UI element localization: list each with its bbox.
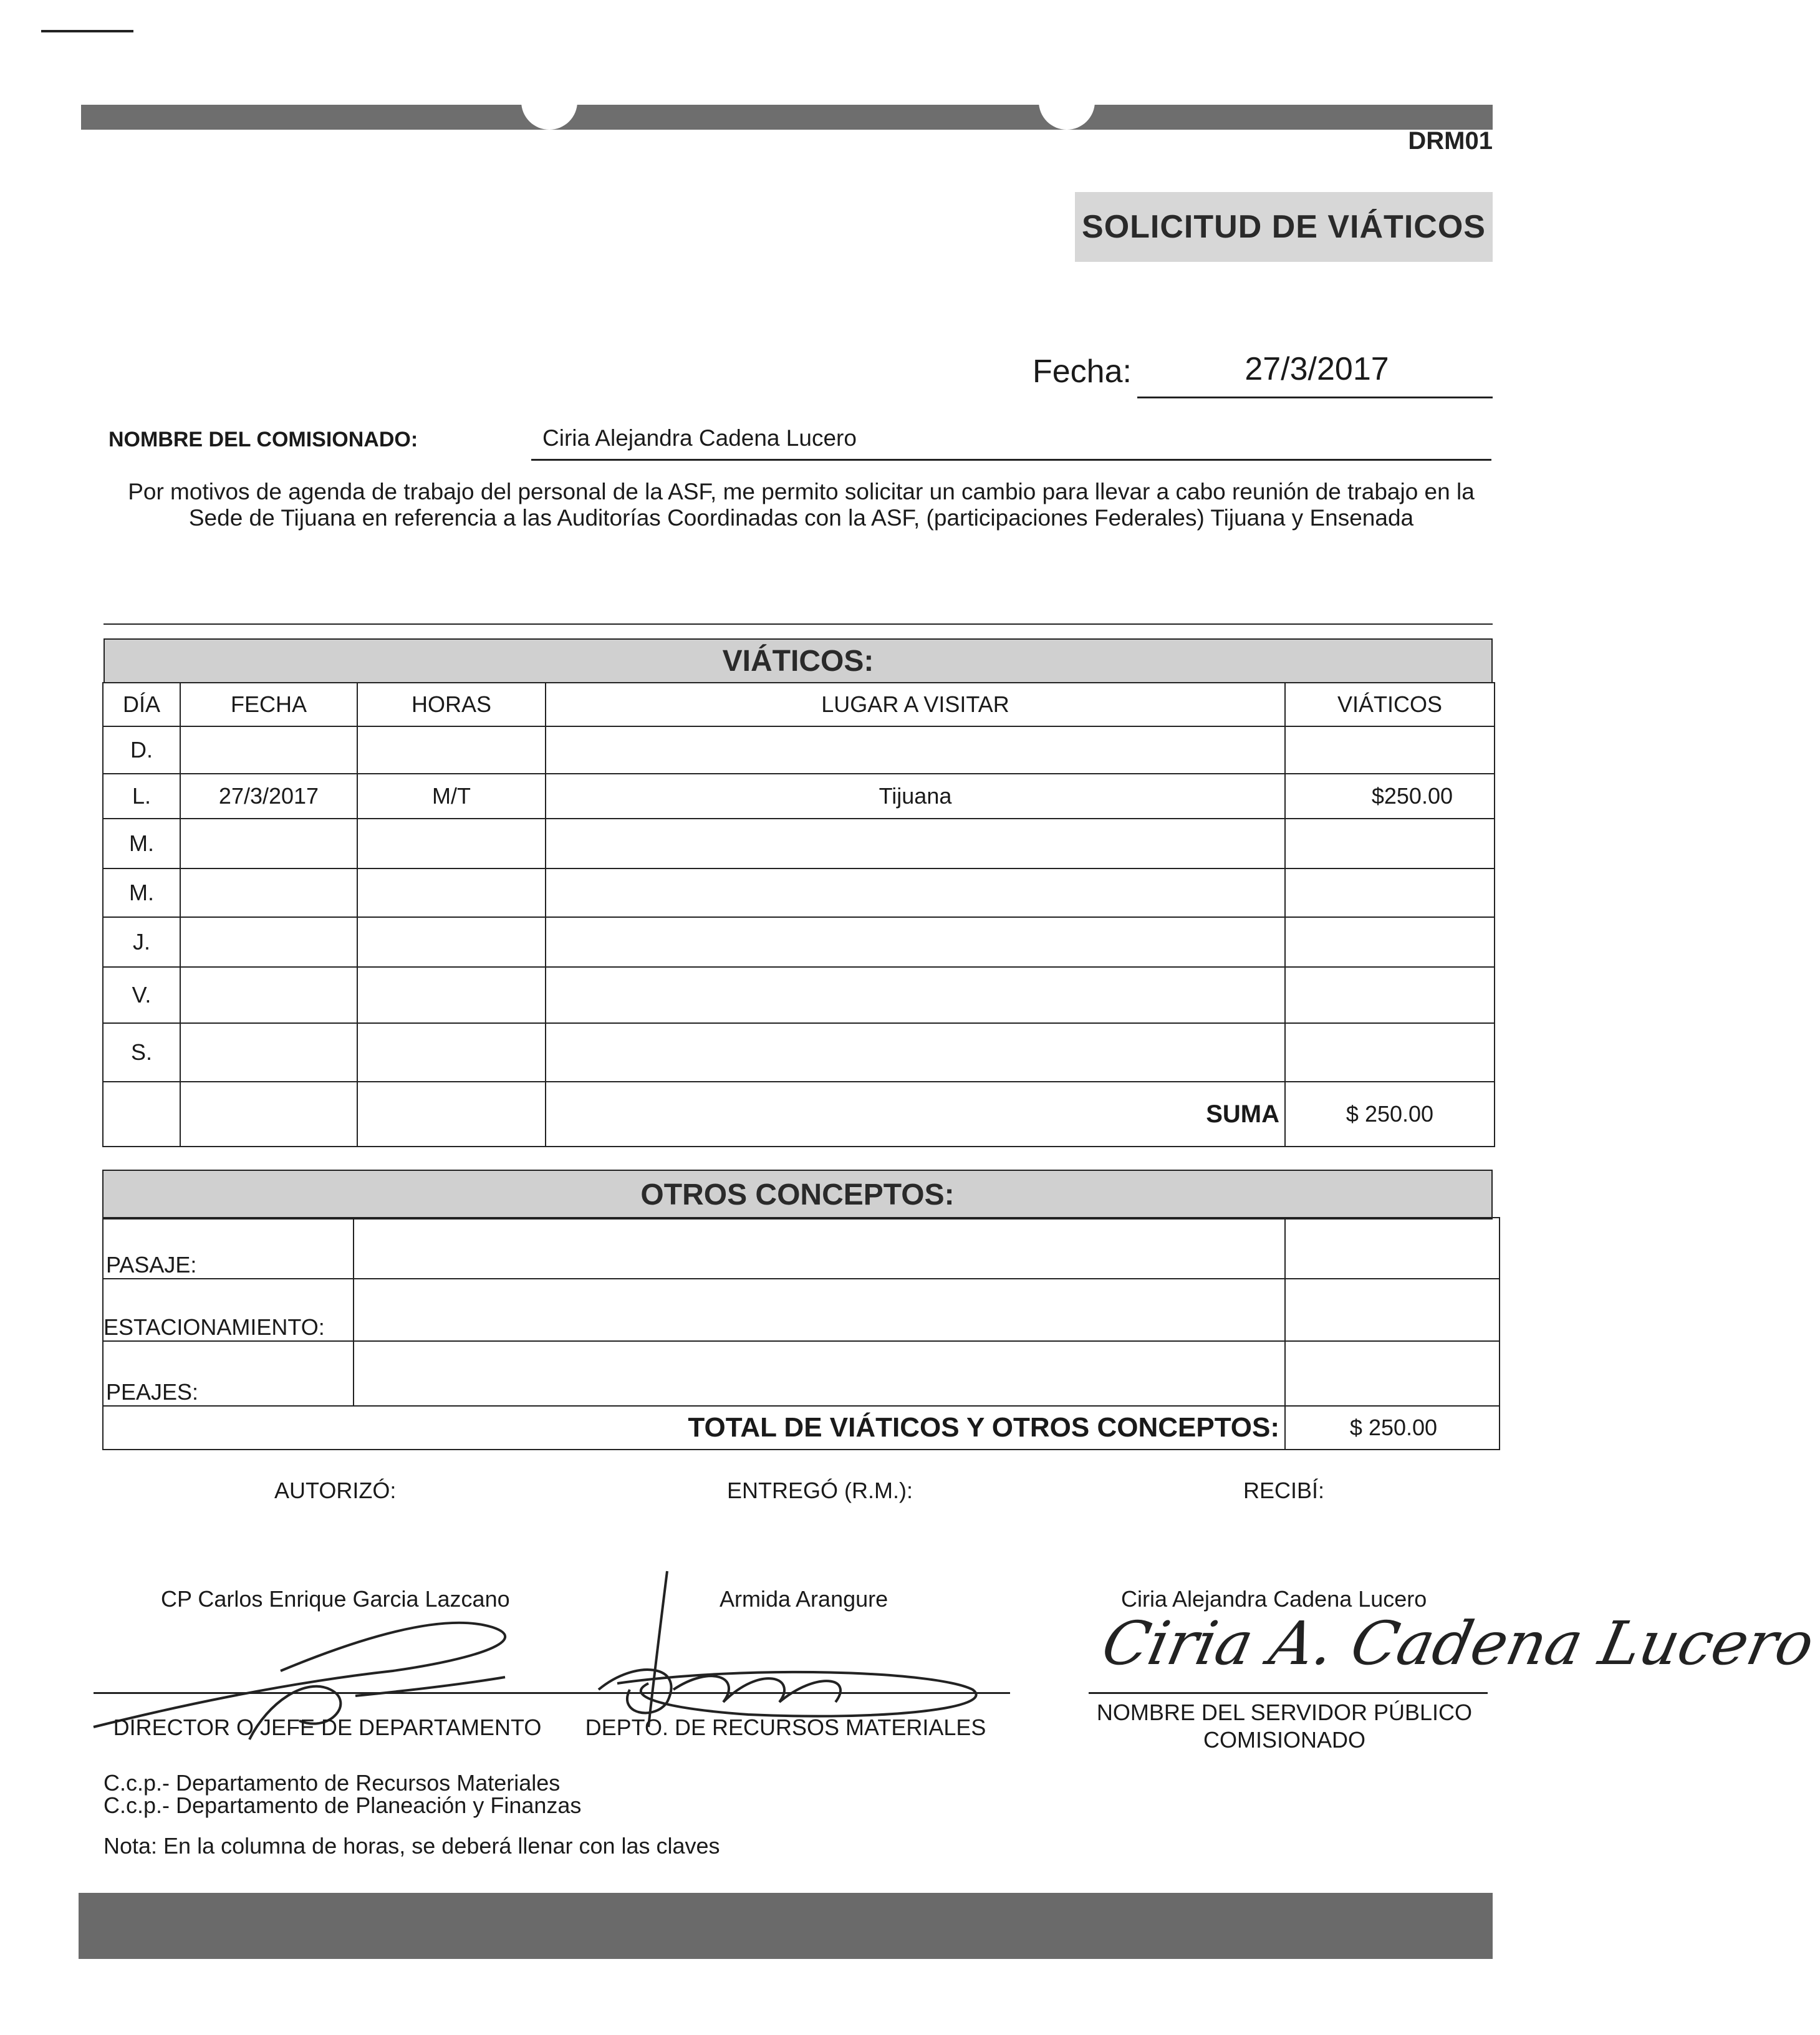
column-header: FECHA	[180, 683, 357, 726]
concepto-amount	[1285, 1341, 1500, 1406]
nota-text: Nota: En la columna de horas, se deberá llenar con las claves	[104, 1833, 720, 1859]
table-header-row	[103, 683, 1495, 726]
entrego-signature-drawing	[561, 1571, 998, 1733]
horas-cell: M/T	[357, 774, 546, 819]
fecha-cell	[180, 868, 357, 917]
signature-line-recibi	[1089, 1692, 1488, 1694]
table-row	[103, 1023, 1495, 1082]
recibi-title-line2: COMISIONADO	[1203, 1727, 1365, 1753]
dia-cell: S.	[103, 1023, 180, 1082]
fecha-cell	[180, 967, 357, 1023]
fecha-cell	[180, 726, 357, 774]
empty-cell	[180, 1082, 357, 1147]
horas-cell	[357, 1023, 546, 1082]
comisionado-label: NOMBRE DEL COMISIONADO:	[108, 428, 418, 451]
dia-cell: L.	[103, 774, 180, 819]
lugar-cell	[546, 726, 1285, 774]
viaticos-cell: $250.00	[1285, 774, 1495, 819]
empty-cell	[357, 1082, 546, 1147]
table-row	[103, 1279, 1500, 1341]
lugar-cell: Tijuana	[546, 774, 1285, 819]
viaticos-cell	[1285, 917, 1495, 967]
suma-row	[103, 1082, 1495, 1147]
scan-mark-line	[41, 30, 133, 32]
table-row	[103, 967, 1495, 1023]
form-code: DRM01	[1408, 127, 1493, 155]
entrego-heading: ENTREGÓ (R.M.):	[727, 1478, 913, 1503]
horas-cell	[357, 917, 546, 967]
fecha-cell	[180, 819, 357, 868]
column-header: DÍA	[103, 683, 180, 726]
recibi-title-line1: NOMBRE DEL SERVIDOR PÚBLICO	[1096, 1700, 1473, 1725]
lugar-cell	[546, 868, 1285, 917]
viaticos-cell	[1285, 868, 1495, 917]
signature-line-autorizo	[94, 1692, 561, 1694]
autorizo-name: CP Carlos Enrique Garcia Lazcano	[161, 1586, 510, 1612]
fecha-value: 27/3/2017	[1245, 351, 1389, 387]
fecha-cell	[180, 1023, 357, 1082]
dia-cell: J.	[103, 917, 180, 967]
horas-cell	[357, 967, 546, 1023]
horas-cell	[357, 726, 546, 774]
recibi-heading: RECIBÍ:	[1243, 1478, 1325, 1503]
entrego-title: DEPTO. DE RECURSOS MATERIALES	[585, 1715, 986, 1740]
otros-conceptos-title: OTROS CONCEPTOS:	[102, 1170, 1493, 1220]
concepto-label: ESTACIONAMIENTO:	[103, 1279, 354, 1341]
fecha-label: Fecha:	[1033, 354, 1132, 390]
table-row	[103, 774, 1495, 819]
column-header: VIÁTICOS	[1285, 683, 1495, 726]
total-row	[103, 1406, 1500, 1450]
concepto-amount	[1285, 1218, 1500, 1279]
horas-cell	[357, 819, 546, 868]
viaticos-table	[102, 682, 1495, 1147]
autorizo-title: DIRECTOR O JEFE DE DEPARTAMENTO	[113, 1715, 542, 1740]
lugar-cell	[546, 967, 1285, 1023]
empty-cell	[103, 1082, 180, 1147]
fecha-underline	[1137, 397, 1493, 398]
dia-cell: M.	[103, 868, 180, 917]
concepto-label: PEAJES:	[103, 1341, 354, 1406]
signature-line-entrego	[561, 1692, 1010, 1694]
suma-label: SUMA	[546, 1082, 1285, 1147]
horas-cell	[357, 868, 546, 917]
fecha-cell	[180, 917, 357, 967]
viaticos-cell	[1285, 726, 1495, 774]
form-title: SOLICITUD DE VIÁTICOS	[1075, 192, 1493, 262]
viaticos-cell	[1285, 1023, 1495, 1082]
lugar-cell	[546, 917, 1285, 967]
autorizo-heading: AUTORIZÓ:	[274, 1478, 397, 1503]
table-row	[103, 917, 1495, 967]
column-header: LUGAR A VISITAR	[546, 683, 1285, 726]
section-divider	[104, 623, 1493, 625]
table-row	[103, 868, 1495, 917]
concepto-detail	[354, 1218, 1285, 1279]
total-label: TOTAL DE VIÁTICOS Y OTROS CONCEPTOS:	[103, 1406, 1285, 1450]
lugar-cell	[546, 1023, 1285, 1082]
comisionado-underline	[531, 459, 1491, 461]
viaticos-cell	[1285, 819, 1495, 868]
recibi-name: Ciria Alejandra Cadena Lucero	[1121, 1586, 1427, 1612]
viaticos-section-title: VIÁTICOS:	[104, 638, 1493, 683]
column-header: HORAS	[357, 683, 546, 726]
otros-conceptos-table	[102, 1217, 1500, 1450]
comisionado-value: Ciria Alejandra Cadena Lucero	[542, 425, 857, 451]
fecha-cell: 27/3/2017	[180, 774, 357, 819]
concepto-amount	[1285, 1279, 1500, 1341]
entrego-name: Armida Arangure	[720, 1586, 888, 1612]
viaticos-cell	[1285, 967, 1495, 1023]
total-value: $ 250.00	[1285, 1406, 1500, 1450]
dia-cell: D.	[103, 726, 180, 774]
lugar-cell	[546, 819, 1285, 868]
suma-value: $ 250.00	[1285, 1082, 1495, 1147]
table-row	[103, 1341, 1500, 1406]
ccp-line: C.c.p.- Departamento de Planeación y Finanzas	[104, 1792, 582, 1818]
top-gray-band	[81, 105, 1493, 130]
motivo-text: Por motivos de agenda de trabajo del personal de la ASF, me permito solicitar un cambio para llevar a cabo reunión de trabajo en la Sede de Tijuana en referencia a las Auditorías Coordinadas con la ASF, (participaciones Federales) Tijuana y Ensenada	[128, 479, 1475, 531]
concepto-detail	[354, 1279, 1285, 1341]
table-row	[103, 1218, 1500, 1279]
ccp-line: C.c.p.- Departamento de Recursos Materiales	[104, 1770, 561, 1796]
concepto-detail	[354, 1341, 1285, 1406]
recibi-handwritten-signature: Ciria A. Cadena Lucero	[1096, 1609, 1820, 1678]
dia-cell: M.	[103, 819, 180, 868]
dia-cell: V.	[103, 967, 180, 1023]
bottom-gray-band	[79, 1893, 1493, 1959]
table-row	[103, 726, 1495, 774]
concepto-label: PASAJE:	[103, 1218, 354, 1279]
table-row	[103, 819, 1495, 868]
